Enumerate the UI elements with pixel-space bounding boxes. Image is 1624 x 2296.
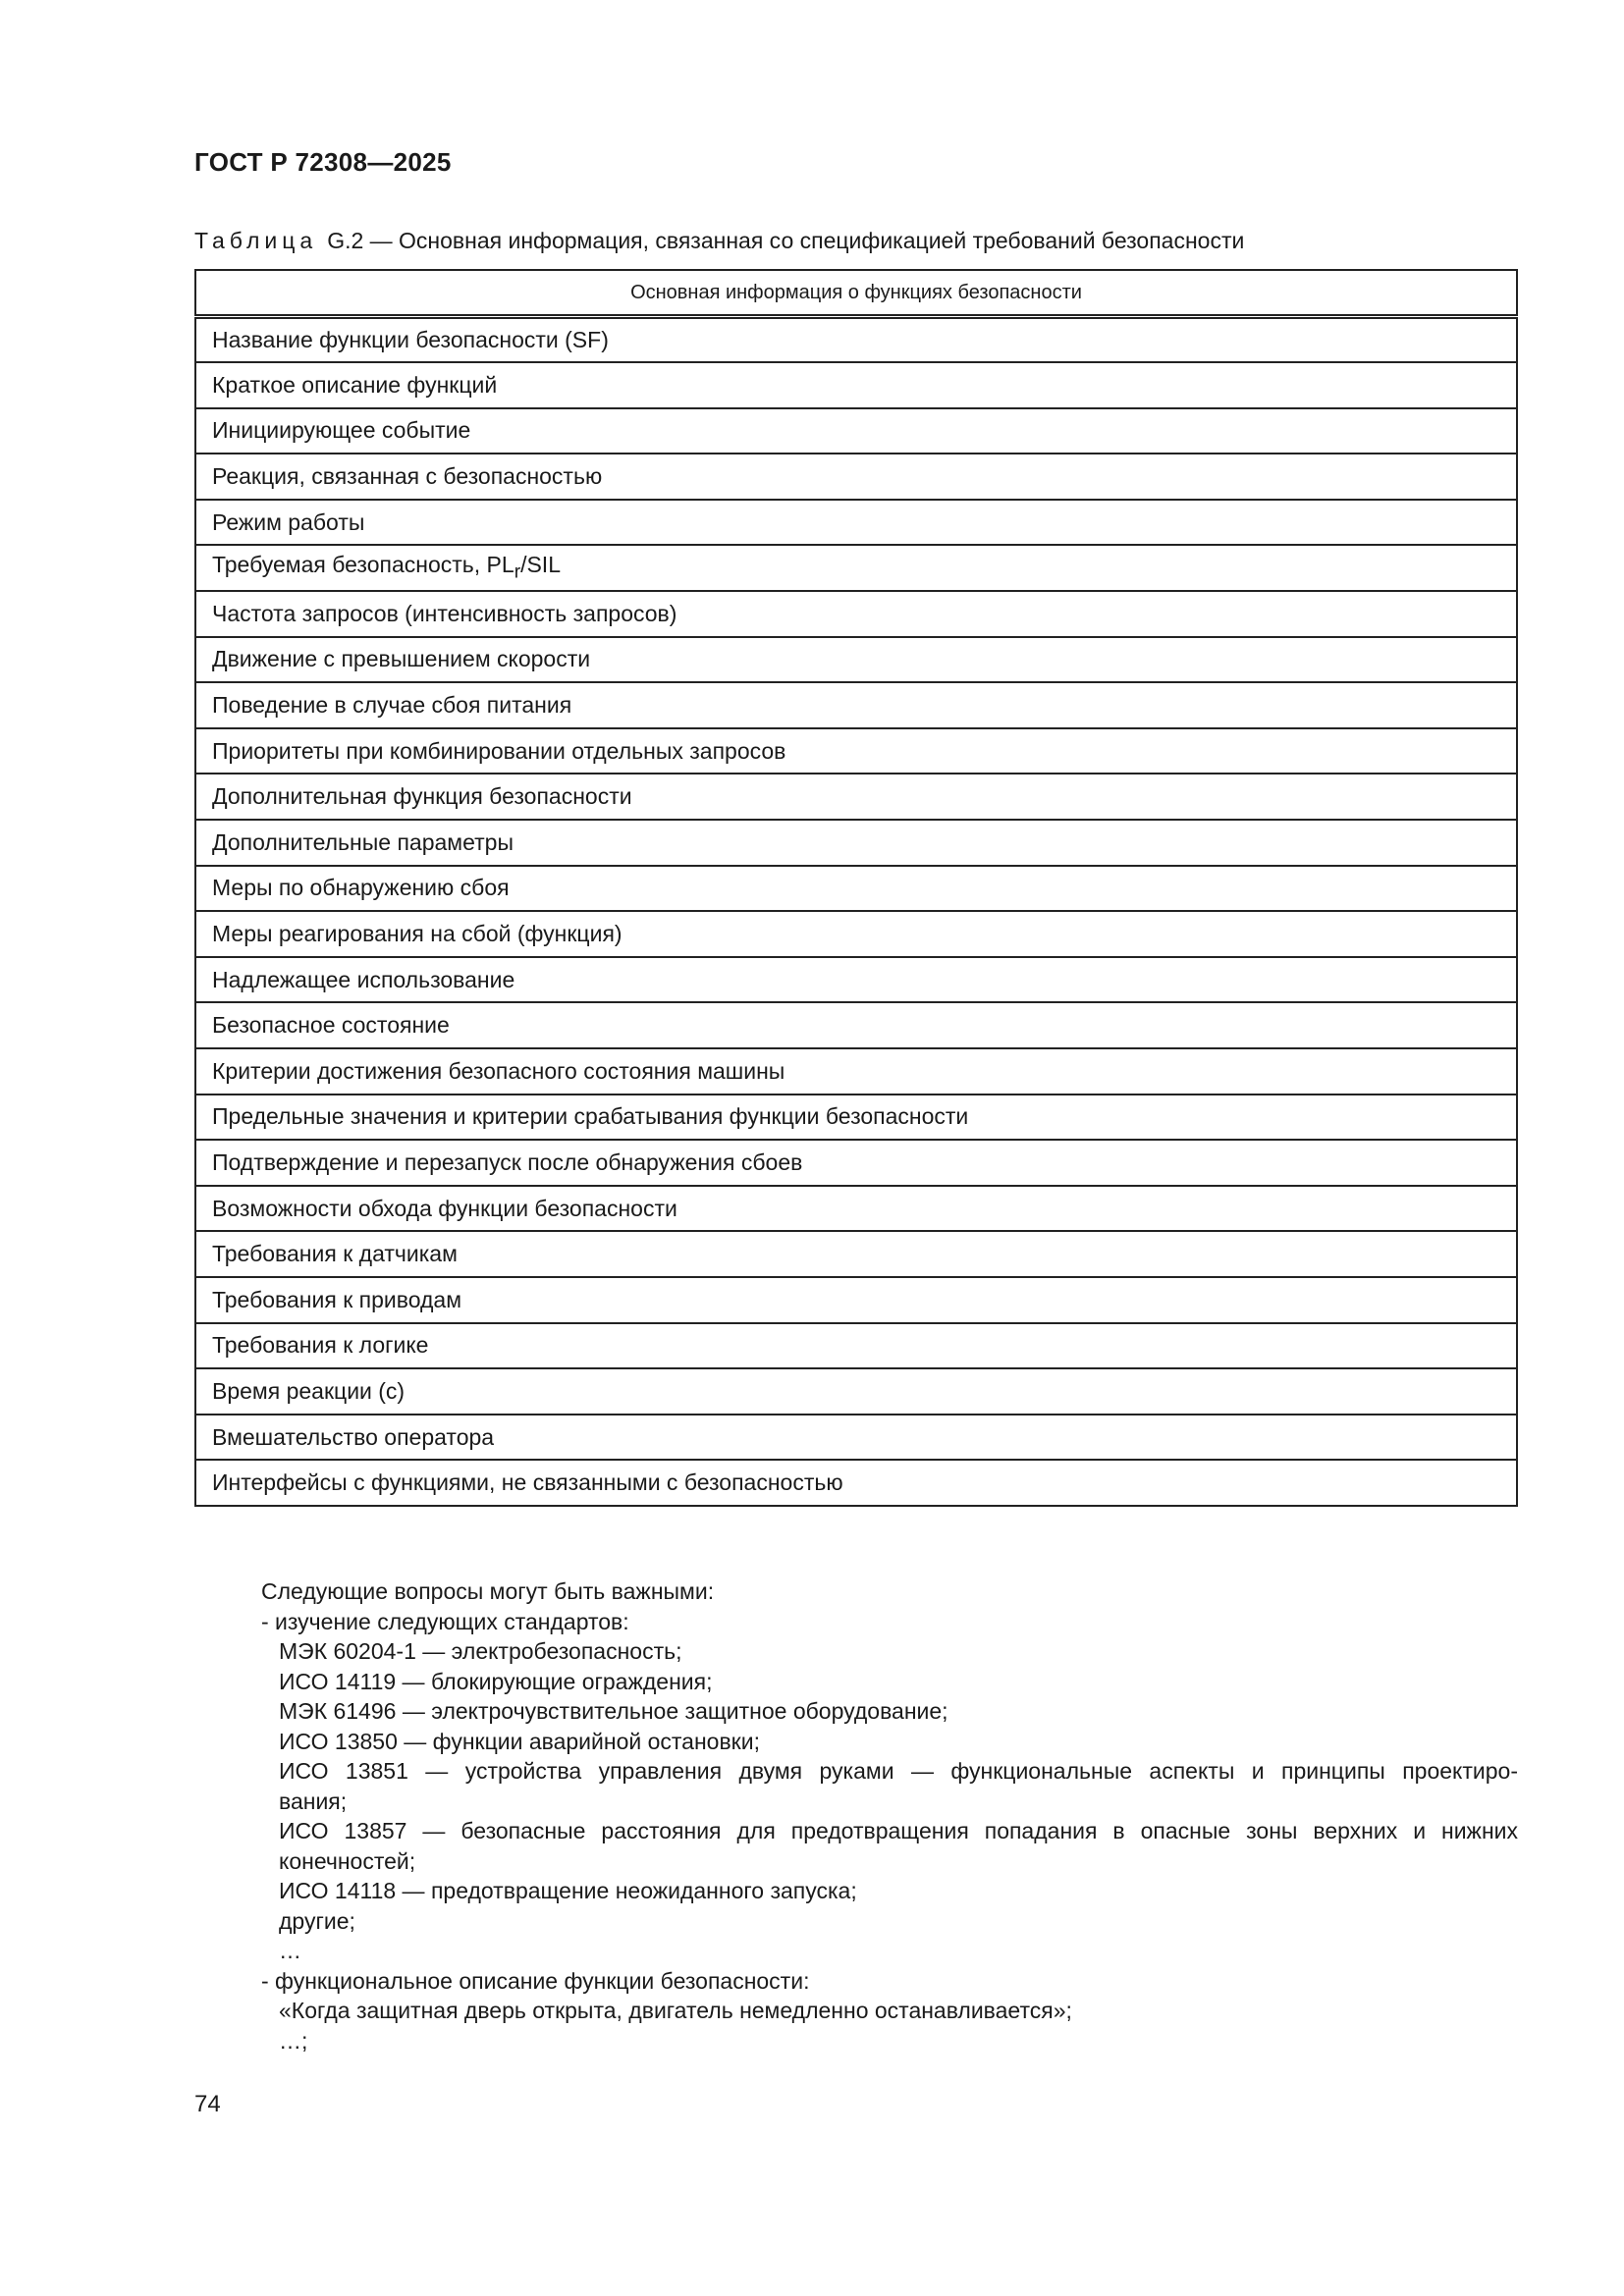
table-cell: Краткое описание функций xyxy=(195,362,1517,408)
table-cell-pl xyxy=(195,545,1517,591)
standard-line-continued: вания; xyxy=(279,1788,348,1814)
table-cell: Время реакции (с) xyxy=(195,1368,1517,1415)
table-row xyxy=(195,545,1517,591)
table-cell: Безопасное состояние xyxy=(195,1002,1517,1048)
table-cell: Меры реагирования на сбой (функция) xyxy=(195,911,1517,957)
table-row xyxy=(195,1277,1517,1323)
ellipsis-line: … xyxy=(279,1938,301,1963)
table-cell: Движение с превышением скорости xyxy=(195,637,1517,683)
table-cell: Приоритеты при комбинировании отдельных запросов xyxy=(195,728,1517,774)
table-row xyxy=(195,682,1517,728)
table-row xyxy=(195,591,1517,637)
table-row xyxy=(195,637,1517,683)
table-cell: Требования к логике xyxy=(195,1323,1517,1369)
table-caption xyxy=(194,228,1244,254)
table-cell: Дополнительные параметры xyxy=(195,820,1517,866)
table-row xyxy=(195,820,1517,866)
table-row xyxy=(195,866,1517,912)
table-cell: Требования к датчикам xyxy=(195,1231,1517,1277)
table-cell: Поведение в случае сбоя питания xyxy=(195,682,1517,728)
table-row xyxy=(195,500,1517,546)
pl-prefix: Требуемая безопасность, PL xyxy=(212,552,514,578)
document-code-header: ГОСТ Р 72308—2025 xyxy=(194,147,452,177)
notes-item-functional: - функциональное описание функции безопасности: xyxy=(261,1967,810,1994)
table-row xyxy=(195,1048,1517,1095)
example-quote: «Когда защитная дверь открыта, двигатель немедленно останавливается»; xyxy=(279,1998,1072,2023)
table-row xyxy=(195,728,1517,774)
table-row xyxy=(195,454,1517,500)
table-row xyxy=(195,1323,1517,1369)
table-row xyxy=(195,774,1517,820)
table-row xyxy=(195,408,1517,454)
table-row xyxy=(195,1415,1517,1461)
table-cell: Требования к приводам xyxy=(195,1277,1517,1323)
table-cell: Дополнительная функция безопасности xyxy=(195,774,1517,820)
standard-line: другие; xyxy=(279,1907,355,1934)
table-row xyxy=(195,1002,1517,1048)
table-cell: Реакция, связанная с безопасностью xyxy=(195,454,1517,500)
ellipsis-line: …; xyxy=(279,2027,308,2054)
table-column-header: Основная информация о функциях безопасности xyxy=(195,270,1517,317)
table-cell: Подтверждение и перезапуск после обнаружения сбоев xyxy=(195,1140,1517,1186)
table-row xyxy=(195,911,1517,957)
table-row xyxy=(195,1140,1517,1186)
table-cell: Вмешательство оператора xyxy=(195,1415,1517,1461)
standard-line: ИСО 14118 — предотвращение неожиданного запуска; xyxy=(279,1878,857,1903)
standard-line: МЭК 61496 — электрочувствительное защитное оборудование; xyxy=(279,1698,948,1724)
table-row xyxy=(195,1460,1517,1506)
standard-line: МЭК 60204-1 — электробезопасность; xyxy=(279,1638,682,1664)
standard-line: ИСО 13857 — безопасные расстояния для предотвращения попадания в опасные зоны верхних и нижних xyxy=(279,1818,1518,1843)
table-row xyxy=(195,1231,1517,1277)
pl-suffix: /SIL xyxy=(520,552,561,578)
table-cell: Интерфейсы с функциями, не связанными с безопасностью xyxy=(195,1460,1517,1506)
table-cell: Название функции безопасности (SF) xyxy=(212,327,609,353)
table-row xyxy=(195,957,1517,1003)
notes-item-standards: - изучение следующих стандартов: xyxy=(261,1608,629,1634)
table-cell: Режим работы xyxy=(195,500,1517,546)
table-caption-text: G.2 — Основная информация, связанная со спецификацией требований безопасности xyxy=(327,228,1245,253)
pl-subscript: r xyxy=(514,562,521,584)
table-cell: Предельные значения и критерии срабатывания функции безопасности xyxy=(195,1095,1517,1141)
table-row xyxy=(195,362,1517,408)
standard-line: ИСО 14119 — блокирующие ограждения; xyxy=(279,1668,713,1694)
table-caption-label: Таблица xyxy=(194,228,318,253)
notes-intro: Следующие вопросы могут быть важными: xyxy=(261,1578,715,1604)
standard-line-continued: конечностей; xyxy=(279,1847,416,1874)
table-row xyxy=(195,1095,1517,1141)
table-cell: Надлежащее использование xyxy=(195,957,1517,1003)
table-cell: Критерии достижения безопасного состояния машины xyxy=(195,1048,1517,1095)
table-cell: Меры по обнаружению сбоя xyxy=(195,866,1517,912)
table-row xyxy=(195,1368,1517,1415)
table-row xyxy=(195,1186,1517,1232)
safety-requirements-table xyxy=(194,269,1518,1507)
table-cell: Возможности обхода функции безопасности xyxy=(195,1186,1517,1232)
table-header-row xyxy=(195,270,1517,317)
standard-line: ИСО 13851 — устройства управления двумя руками — функциональные аспекты и принципы проектиро- xyxy=(279,1758,1518,1784)
notes-section xyxy=(261,1576,1518,2056)
standard-line: ИСО 13850 — функции аварийной остановки; xyxy=(279,1728,760,1754)
table-cell: Частота запросов (интенсивность запросов) xyxy=(195,591,1517,637)
table-cell: Инициирующее событие xyxy=(195,408,1517,454)
table-row xyxy=(195,317,1517,363)
page-number: 74 xyxy=(194,2091,221,2117)
